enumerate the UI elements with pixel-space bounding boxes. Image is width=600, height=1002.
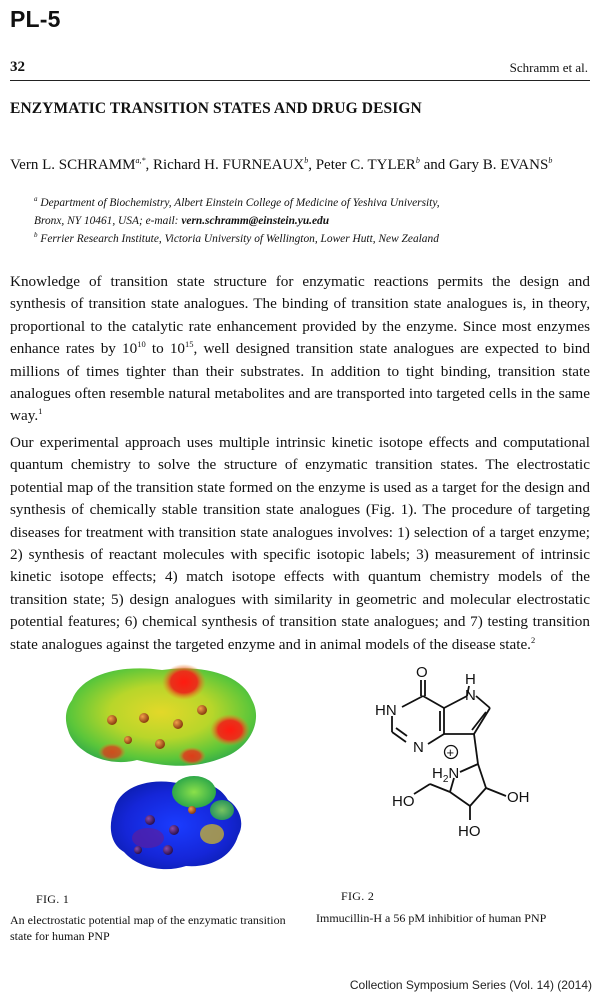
figure-1-label: FIG. 1 (36, 892, 70, 906)
atom-label: H (465, 671, 476, 688)
paragraph-text: , well designed transition state analogues are expected to bind millions of times tighter than their substrates. In addition to tight binding, transition state analogues often resemble natural metabolites and are transported into targeted cells in the same way. (10, 340, 590, 425)
paragraph-text: to 10 (145, 340, 186, 358)
series-footer: Collection Symposium Series (Vol. 14) (2014) (349, 978, 592, 992)
figure-2-caption: Immucillin-H a 56 pM inhibitior of human PNP (316, 911, 547, 925)
reference-mark[interactable]: 2 (530, 634, 536, 645)
atom-subscript: 2 (442, 774, 449, 785)
author-separator: and (419, 157, 449, 173)
atom-label (432, 765, 459, 785)
affiliation-mark: b (34, 231, 38, 239)
header-rule (10, 80, 590, 81)
author-name: Richard H. FURNEAUX (152, 157, 305, 173)
author-list (10, 156, 595, 174)
author-affil-mark: b (548, 156, 553, 165)
reference-mark[interactable]: 1 (38, 406, 43, 417)
author-name: Vern L. SCHRAMM (10, 157, 136, 173)
page-number: 32 (10, 59, 25, 75)
paragraph-text: Knowledge of transition state structure for enzymatic reactions permits the design and synthesis of transition state analogues. The binding of transition state analogues is, in theory, proportional to the catalytic rate enhancement provided by the enzyme. Since most enzymes enhance rates by 10 (10, 273, 590, 358)
affiliation-line: Department of Biochemistry, Albert Einstein College of Medicine of Yeshiva University, (40, 196, 440, 209)
atom-label: HN (375, 702, 397, 719)
atom-n: N (448, 765, 460, 782)
exponent: 15 (185, 339, 194, 350)
atom-label: HO (392, 793, 415, 810)
figure-1-caption: An electrostatic potential map of the enzymatic transition state for human PNP (10, 913, 286, 943)
exponent: 10 (137, 339, 146, 350)
immucillin-h-structure (362, 660, 544, 856)
author-name: Peter C. TYLER (315, 157, 416, 173)
author-affil-mark: a, (135, 156, 142, 165)
article-title: ENZYMATIC TRANSITION STATES AND DRUG DESIGN (10, 100, 422, 117)
atom-h: H (432, 765, 443, 782)
atom-label: O (416, 664, 428, 681)
body-paragraph-2 (10, 432, 590, 656)
email-link[interactable]: vern.schramm@einstein.yu.edu (181, 214, 330, 227)
atom-label: N (413, 739, 424, 756)
paragraph-text: Our experimental approach uses multiple intrinsic kinetic isotope effects and computational quantum chemistry to solve the structure of enzymatic transition states. The electrostatic potential map of the transition state formed on the enzyme is used as a target for the design and synthesis of chemically stable transition state analogues (Fig. 1). The procedure of targeting diseases for treatment with transition state analogues involves: 1) selection of a target enzyme; 2) synthesis of reactant molecules with specific isotopic labels; 3) measurement of intrinsic kinetic isotope effects; 4) match isotope effects with quantum chemistry models of the transition state; 5) design analogues with similarity in geometric and molecular electrostatic potential features; 6) chemical synthesis of transition state analogues; and 7) testing transition state analogues against the targeted enzyme and in animal models of the disease state. (10, 434, 590, 653)
abstract-code: PL-5 (10, 6, 61, 32)
author-separator: , (308, 157, 316, 173)
atom-label: OH (507, 789, 530, 806)
affiliation-mark: a (34, 195, 38, 203)
atom-labels (375, 664, 530, 840)
atom-label: N (465, 687, 476, 704)
affiliation-b (34, 226, 590, 248)
charge-label: + (446, 745, 455, 760)
upper-molecule-surface (66, 664, 256, 766)
lower-molecule-surface (111, 776, 241, 869)
author-affil-mark: b (304, 156, 309, 165)
figure-2-label: FIG. 2 (341, 889, 375, 903)
affiliation-line: Ferrier Research Institute, Victoria University of Wellington, Lower Hutt, New Zealand (40, 232, 439, 245)
electrostatic-potential-map-image (52, 660, 288, 884)
running-head: Schramm et al. (509, 60, 588, 75)
body-paragraph-1 (10, 271, 590, 428)
corresponding-mark: * (141, 156, 146, 165)
author-separator: , (145, 157, 153, 173)
atom-label: HO (458, 823, 481, 840)
affiliation-line: Bronx, NY 10461, USA; e-mail: (34, 214, 182, 227)
author-name: Gary B. EVANS (449, 157, 549, 173)
author-affil-mark: b (415, 156, 420, 165)
affiliation-a (34, 190, 590, 230)
